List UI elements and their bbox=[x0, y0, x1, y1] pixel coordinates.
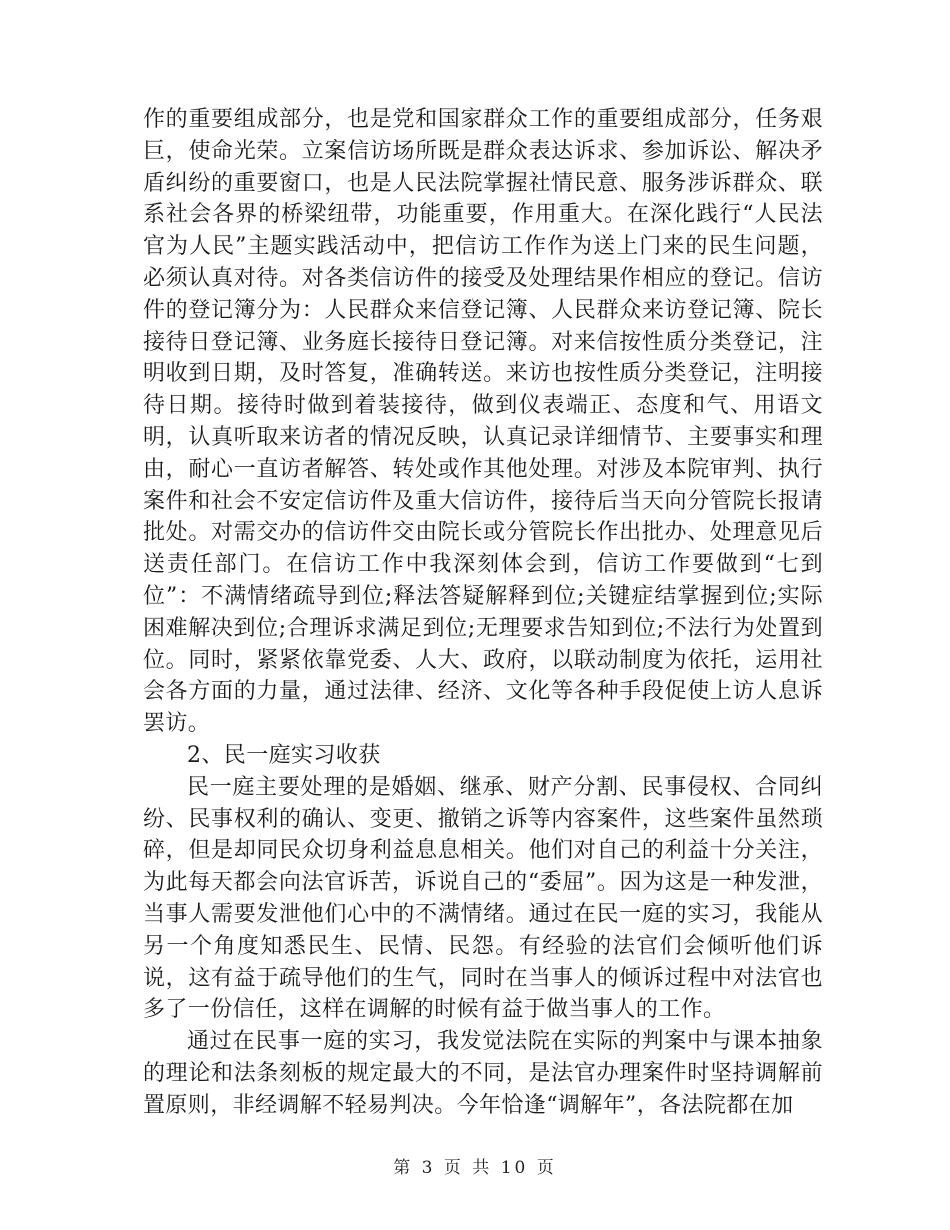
paragraph-mediation: 通过在民事一庭的实习，我发觉法院在实际的判案中与课本抽象的理论和法条刻板的规定最大的不同，是法官办理案件时坚持调解前置原则，非经调解不轻易判决。今年恰逢“调解年”，各法院都在加 bbox=[143, 1029, 823, 1118]
page-number-footer: 第 3 页 共 10 页 bbox=[393, 1158, 557, 1178]
section-heading-civil-court: 2、民一庭实习收获 bbox=[187, 742, 381, 768]
document-body bbox=[143, 104, 823, 1122]
paragraph-petition-work: 作的重要组成部分，也是党和国家群众工作的重要组成部分，任务艰巨，使命光荣。立案信访场所既是群众表达诉求、参加诉讼、解决矛盾纠纷的重要窗口，也是人民法院掌握社情民意、服务涉诉群众、联系社会各界的桥梁纽带，功能重要，作用重大。在深化践行“人民法官为人民”主题实践活动中，把信访工作作为送上门来的民生问题，必须认真对待。对各类信访件的接受及处理结果作相应的登记。信访件的登记簿分为：人民群众来信登记簿、人民群众来访登记簿、院长接待日登记簿、业务庭长接待日登记簿。对来信按性质分类登记，注明收到日期，及时答复，准确转送。来访也按性质分类登记，注明接待日期。接待时做到着装接待，做到仪表端正、态度和气、用语文明，认真听取来访者的情况反映，认真记录详细情节、主要事实和理由，耐心一直访者解答、转处或作其他处理。对涉及本院审判、执行案件和社会不安定信访件及重大信访件，接待后当天向分管院长报请批处。对需交办的信访件交由院长或分管院长作出批办、处理意见后送责任部门。在信访工作中我深刻体会到，信访工作要做到“七到位”：不满情绪疏导到位;释法答疑解释到位;关键症结掌握到位;实际困难解决到位;合理诉求满足到位;无理要求告知到位;不法行为处置到位。同时，紧紧依靠党委、人大、政府，以联动制度为依托，运用社会各方面的力量，通过法律、经济、文化等各种手段促使上访人息诉罢访。 bbox=[143, 107, 823, 737]
paragraph-civil-court-cases: 民一庭主要处理的是婚姻、继承、财产分割、民事侵权、合同纠纷、民事权利的确认、变更、撤销之诉等内容案件，这些案件虽然琐碎，但是却同民众切身利益息息相关。他们对自己的利益十分关注，为此每天都会向法官诉苦，诉说自己的“委屈”。因为这是一种发泄，当事人需要发泄他们心中的不满情绪。通过在民一庭的实习，我能从另一个角度知悉民生、民情、民怨。有经验的法官们会倾听他们诉说，这有益于疏导他们的生气，同时在当事人的倾诉过程中对法官也多了一份信任，这样在调解的时候有益于做当事人的工作。 bbox=[143, 774, 823, 1023]
